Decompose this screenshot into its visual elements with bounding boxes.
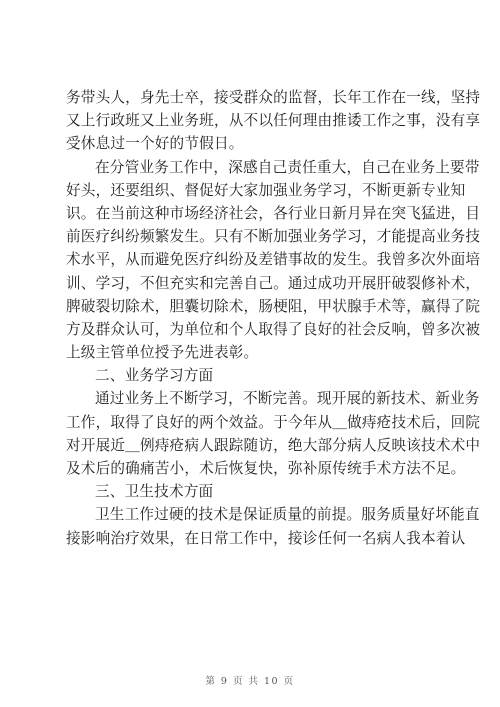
text-line-2: 又上行政班又上业务班，从不以任何理由推诿工作之事，没有享 bbox=[66, 112, 481, 130]
text-line-4: 在分管业务工作中，深感自己责任重大，自己在业务上要带 bbox=[95, 158, 480, 176]
text-line-17: 及术后的确痛苦小，术后恢复快，弥补原传统手术方法不足。 bbox=[66, 460, 466, 477]
text-line-19: 卫生工作过硬的技术是保证质量的前提。服务质量好坏能直 bbox=[95, 506, 480, 524]
text-line-3: 受休息过一个好的节假日。 bbox=[66, 135, 244, 153]
text-line-10: 脾破裂切除术，胆囊切除术，肠梗阻，甲状腺手术等，赢得了院 bbox=[66, 297, 481, 315]
page-number-footer: 第 9 页 共 10 页 bbox=[205, 676, 295, 687]
text-line-20: 接影响治疗效果，在日常工作中，接诊任何一名病人我本着认 bbox=[66, 529, 466, 547]
text-line-15: 工作，取得了良好的两个效益。于今年从＿做痔疮技术后，回院 bbox=[66, 413, 481, 431]
text-line-11: 方及群众认可，为单位和个人取得了良好的社会反响，曾多次被 bbox=[66, 320, 481, 338]
text-line-1: 务带头人，身先士卒，接受群众的监督，长年工作在一线，坚持 bbox=[66, 89, 481, 106]
text-line-16: 对开展近＿例痔疮病人跟踪随访，绝大部分病人反映该技术术中 bbox=[66, 436, 481, 454]
section-heading-health-technology: 三、卫生技术方面 bbox=[95, 483, 214, 501]
text-line-9: 训、学习，不但充实和完善自己。通过成功开展肝破裂修补术， bbox=[66, 274, 481, 292]
text-line-6: 识。在当前这种市场经济社会，各行业日新月异在突飞猛进，目 bbox=[66, 204, 481, 222]
document-body bbox=[66, 86, 481, 550]
text-line-12: 上级主管单位授予先进表彰。 bbox=[66, 344, 259, 362]
text-line-8: 术水平，从而避免医疗纠纷及差错事故的发生。我曾多次外面培 bbox=[66, 251, 481, 269]
text-line-14: 通过业务上不断学习，不断完善。现开展的新技术、新业务 bbox=[95, 390, 480, 408]
text-line-5: 好头，还要组织、督促好大家加强业务学习，不断更新专业知 bbox=[66, 181, 466, 199]
section-heading-business-study: 二、业务学习方面 bbox=[95, 367, 214, 385]
text-line-7: 前医疗纠纷频繁发生。只有不断加强业务学习，才能提高业务技 bbox=[66, 228, 481, 246]
